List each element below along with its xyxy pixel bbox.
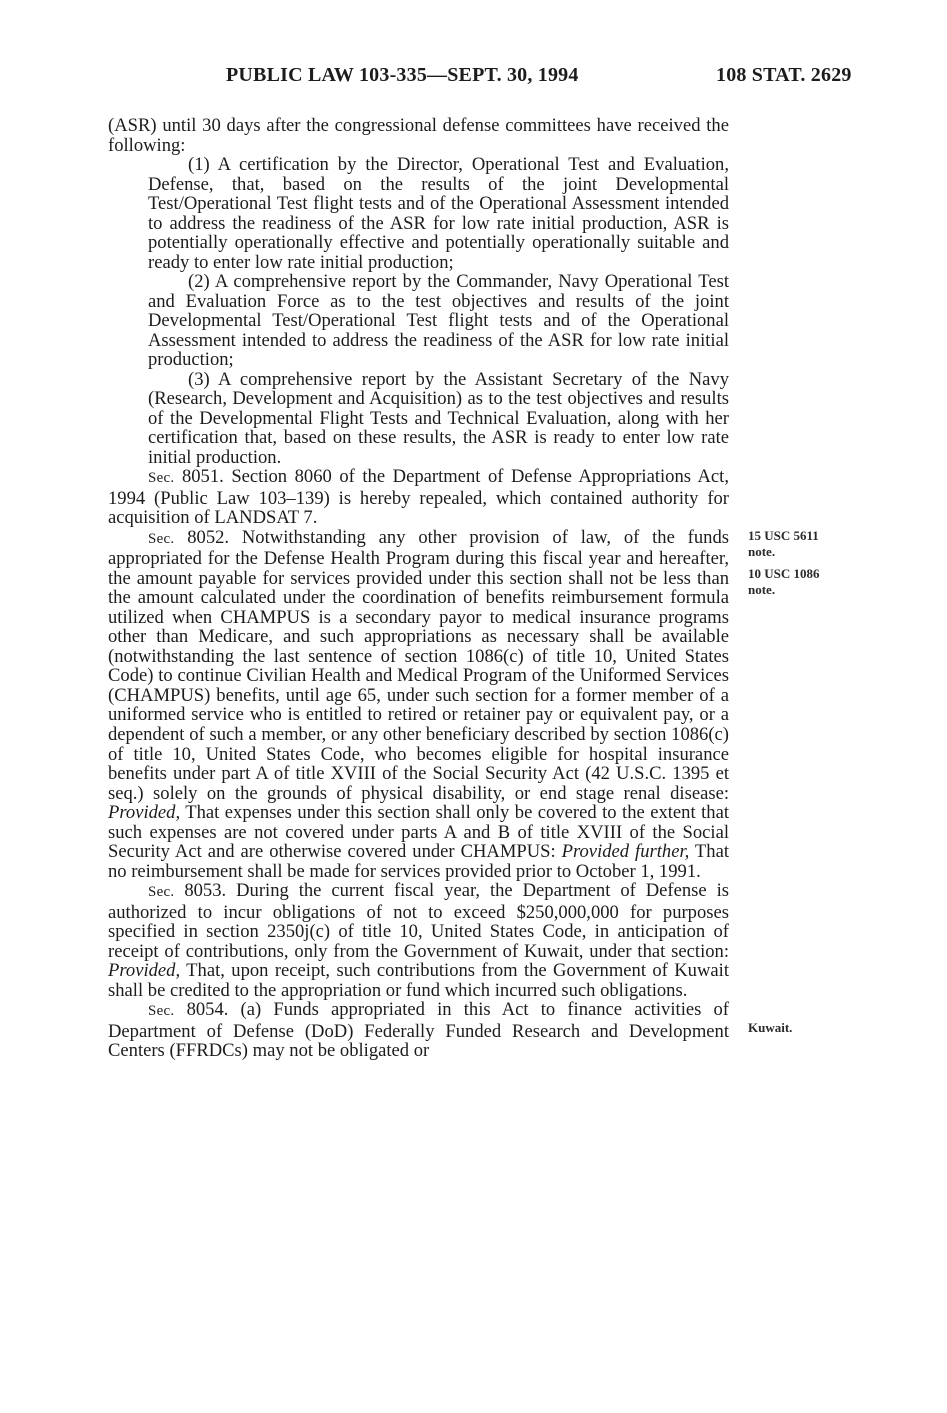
section-label: Sec. — [148, 530, 175, 547]
margin-note-line: note. — [748, 582, 776, 597]
list-item-1: (1) A certification by the Director, Operational Test and Evaluation, Defense, that, based on the results of the joint Developmental Test/Operational Test flight tests and of the Operational Assessment intended to address the readiness of the ASR for low rate initial production, ASR is potentially operationally effective and potentially operationally suitable and ready to enter low rate initial production; — [148, 154, 729, 273]
margin-note-kuwait: Kuwait. — [748, 1020, 793, 1035]
margin-note-line: 15 USC 5611 — [748, 528, 819, 543]
section-label: Sec. — [148, 470, 175, 487]
margin-note-line: note. — [748, 544, 776, 559]
section-8051 — [108, 467, 729, 528]
margin-note-10-usc-1086 — [748, 566, 820, 598]
section-text: That expenses under this section shall only be covered to the extent that such expenses are not covered under parts A and B of title XVIII of the Social Security Act and are otherwise covered under CHAMPUS: — [108, 802, 729, 863]
section-text: 8051. Section 8060 of the Department of Defense Appropriations Act, 1994 (Public Law 103–139) is hereby repealed, which contained authority for acquisition of LANDSAT 7. — [108, 466, 729, 529]
proviso-term: Provided, — [108, 802, 181, 824]
section-8053 — [108, 881, 729, 1000]
section-text: That, upon receipt, such contributions from the Government of Kuwait shall be credited to the appropriation or fund which incurred such obligations. — [108, 960, 729, 1001]
section-text: 8052. Notwithstanding any other provision of law, of the funds appropriated for the Defense Health Program during this fiscal year and hereafter, the amount payable for services provided under this section shall not be less than the amount calculated under the coordination of benefits reimbursement formula utilized when CHAMPUS is a secondary payor to medical insurance programs other than Medicare, and such appropriations as necessary shall be available (notwithstanding the last sentence of section 1086(c) of title 10, United States Code) to continue Civilian Health and Medical Program of the Uniformed Services (CHAMPUS) benefits, until age 65, under such section for a former member of a uniformed service who is entitled to retired or retainer pay or equivalent pay, or a dependent of such a member, or any other beneficiary described by section 1086(c) of title 10, United States Code, who becomes eligible for hospital insurance benefits under part A of title XVIII of the Social Security Act (42 U.S.C. 1395 et seq.) solely on the grounds of physical disability, or end stage renal disease: — [108, 526, 729, 804]
header-title: PUBLIC LAW 103-335—SEPT. 30, 1994 — [226, 64, 579, 86]
list-item-3: (3) A comprehensive report by the Assistant Secretary of the Navy (Research, Development and Acquisition) as to the test objectives and results of the Developmental Flight Tests and Technical Evaluation, along with her certification that, based on these results, the ASR is ready to enter low rate initial production. — [148, 368, 729, 468]
proviso-term: Provided, — [108, 960, 181, 982]
section-label: Sec. — [148, 1003, 175, 1020]
section-text: 8054. (a) Funds appropriated in this Act to finance activities of Department of Defense (DoD) Federally Funded Research and Development Centers (FFRDCs) may not be obligated or — [108, 999, 729, 1062]
body-text — [108, 116, 729, 1061]
section-text: That no reimbursement shall be made for services provided prior to October 1, 1991. — [108, 841, 729, 882]
margin-note-15-usc-5611 — [748, 528, 819, 560]
section-8052 — [108, 528, 729, 881]
list-item-2: (2) A comprehensive report by the Commander, Navy Operational Test and Evaluation Force as to the test objectives and results of the joint Developmental Test/Operational Test flight tests and of the Operational Assessment intended to address the readiness of the ASR for low rate initial production; — [148, 271, 729, 371]
statute-page-number: 108 STAT. 2629 — [716, 64, 852, 86]
continuation-paragraph: (ASR) until 30 days after the congressional defense committees have received the following: — [108, 115, 729, 156]
section-8054 — [108, 1000, 729, 1061]
running-header — [0, 64, 947, 94]
proviso-term: Provided further, — [561, 841, 690, 863]
margin-note-line: 10 USC 1086 — [748, 566, 820, 581]
section-text: 8053. During the current fiscal year, the Department of Defense is authorized to incur obligations of not to exceed $250,000,000 for purposes specified in section 2350j(c) of title 10, United States Code, in anticipation of receipt of contributions, only from the Government of Kuwait, under that section: — [108, 880, 729, 962]
section-label: Sec. — [148, 884, 175, 901]
